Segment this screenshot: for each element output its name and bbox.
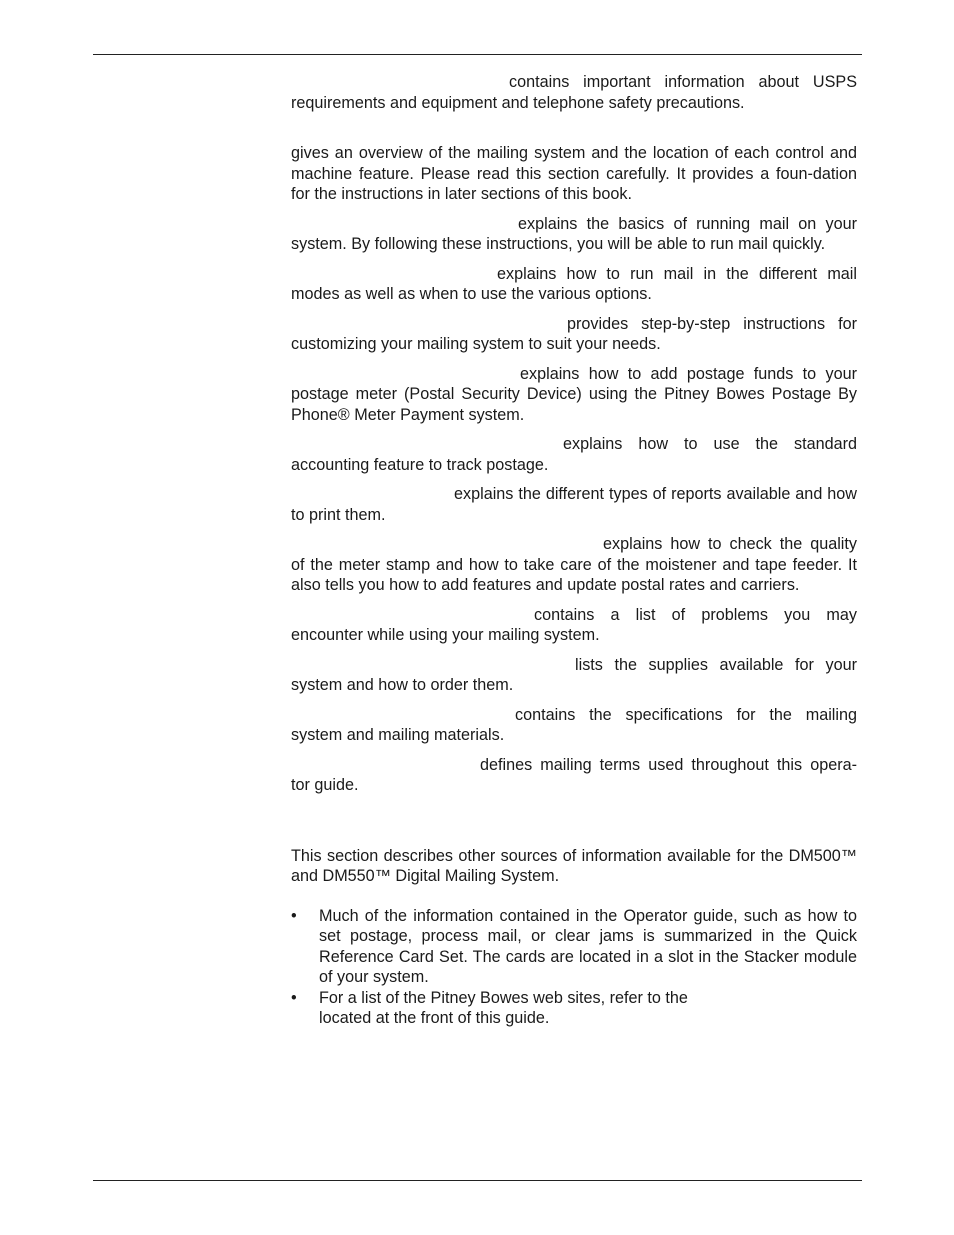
- para-troubleshooting: contains a list of problems you may encounter while using your mailing system.: [291, 605, 857, 644]
- para-modes: explains how to run mail in the different mail modes as well as when to use the various options.: [291, 264, 857, 303]
- bullet-icon: •: [291, 988, 297, 1007]
- para-accounting: explains how to use the standard accounting feature to track postage.: [291, 435, 857, 474]
- header-rule: [93, 54, 862, 55]
- para-glossary: defines mailing terms used throughout this opera- tor guide.: [291, 755, 857, 794]
- other-sources-intro: This section describes other sources of information available for the DM500™ and DM550™ Digital Mailing System.: [291, 846, 857, 885]
- footer-rule: [93, 1180, 862, 1181]
- list-item-web-sites: • For a list of the Pitney Bowes web sites, refer to the located at the front of this guide.: [291, 988, 688, 1027]
- list-item-quick-reference: • Much of the information contained in the Operator guide, such as how to set postage, process mail, or clear jams is summarized in the Quick Reference Card Set. The cards are located in a slot in the Stacker module of your system.: [291, 906, 857, 986]
- para-customizing: provides step-by-step instructions for customizing your mailing system to suit your needs.: [291, 314, 857, 353]
- para-usps: contains important information about USPS requirements and equipment and telephone safety precautions.: [291, 73, 857, 112]
- document-body: [291, 72, 857, 1029]
- para-maintenance: explains how to check the quality of the meter stamp and how to take care of the moistener and tape feeder. It also tells you how to add features and update postal rates and carriers.: [291, 535, 857, 594]
- other-sources-list: [291, 906, 857, 1029]
- para-supplies: lists the supplies available for your system and how to order them.: [291, 655, 857, 694]
- para-reports: explains the different types of reports available and how to print them.: [291, 485, 857, 524]
- para-overview: gives an overview of the mailing system and the location of each control and machine feature. Please read this section carefully. It provides a foun-dation for the instructions in later sections of this book.: [291, 144, 857, 203]
- para-basics: explains the basics of running mail on your system. By following these instructions, you will be able to run mail quickly.: [291, 214, 857, 253]
- bullet-icon: •: [291, 906, 297, 925]
- para-funds: explains how to add postage funds to your postage meter (Postal Security Device) using the Pitney Bowes Postage By Phone® Meter Payment system.: [291, 364, 857, 424]
- para-specifications: contains the specifications for the mailing system and mailing materials.: [291, 705, 857, 744]
